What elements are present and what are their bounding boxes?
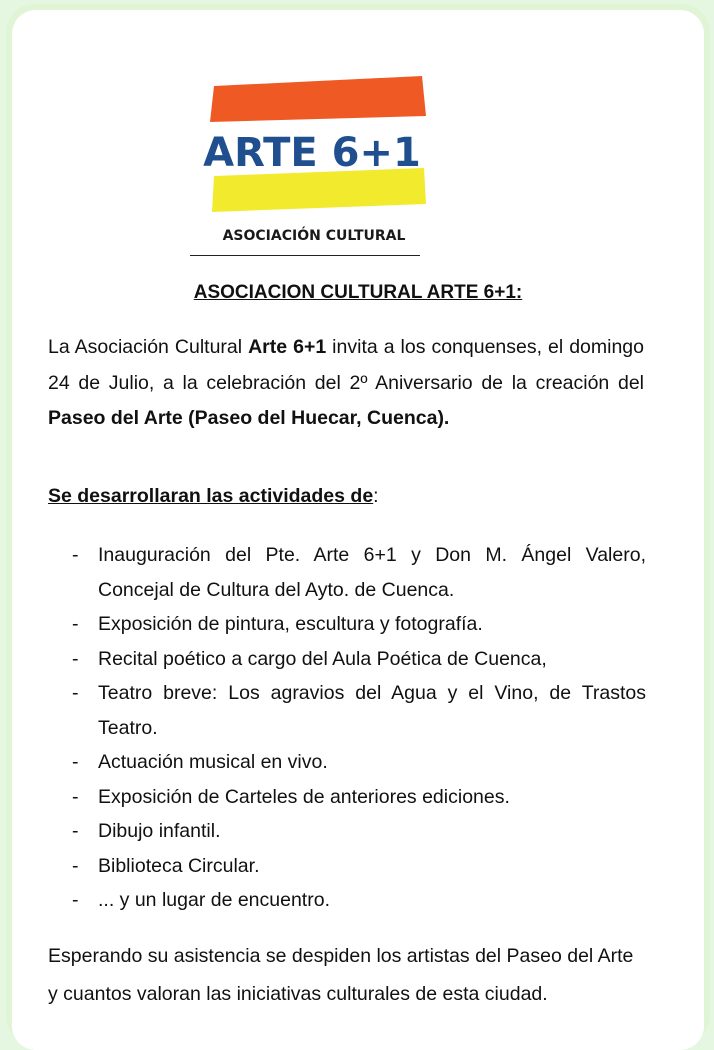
intro-paragraph: La Asociación Cultural Arte 6+1 invita a los conquenses, el domingo 24 de Julio, a la celebración del 2º Aniversario de la creación del Paseo del Arte (Paseo del Huecar, Cuenca). bbox=[48, 336, 644, 429]
closing-paragraph: Esperando su asistencia se despiden los artistas del Paseo del Arte y cuantos valoran las iniciativas culturales de esta ciudad. bbox=[48, 945, 634, 1005]
arte-logo bbox=[200, 56, 428, 256]
list-item: - Exposición de pintura, escultura y fotografía. bbox=[72, 607, 646, 642]
list-item: - Exposición de Carteles de anteriores ediciones. bbox=[72, 780, 646, 815]
list-item: - ... y un lugar de encuentro. bbox=[72, 883, 646, 918]
list-item: - Recital poético a cargo del Aula Poética de Cuenca, bbox=[72, 642, 646, 677]
list-item: - Inauguración del Pte. Arte 6+1 y Don M. Ángel Valero, Concejal de Cultura del Ayto. de Cuenca. bbox=[72, 538, 646, 607]
list-item: - Teatro breve: Los agravios del Agua y el Vino, de Trastos Teatro. bbox=[72, 676, 646, 745]
logo-title: ARTE 6+1 bbox=[203, 130, 421, 176]
document-heading: ASOCIACION CULTURAL ARTE 6+1: bbox=[193, 282, 523, 303]
logo-underline bbox=[190, 255, 420, 256]
list-item: - Actuación musical en vivo. bbox=[72, 745, 646, 780]
activities-list bbox=[72, 538, 646, 918]
document-page bbox=[12, 10, 704, 1050]
logo-subtitle: ASOCIACIÓN CULTURAL bbox=[222, 228, 406, 244]
activities-heading: Se desarrollaran las actividades de: bbox=[48, 485, 379, 507]
list-item: - Biblioteca Circular. bbox=[72, 849, 646, 884]
list-item: - Dibujo infantil. bbox=[72, 814, 646, 849]
